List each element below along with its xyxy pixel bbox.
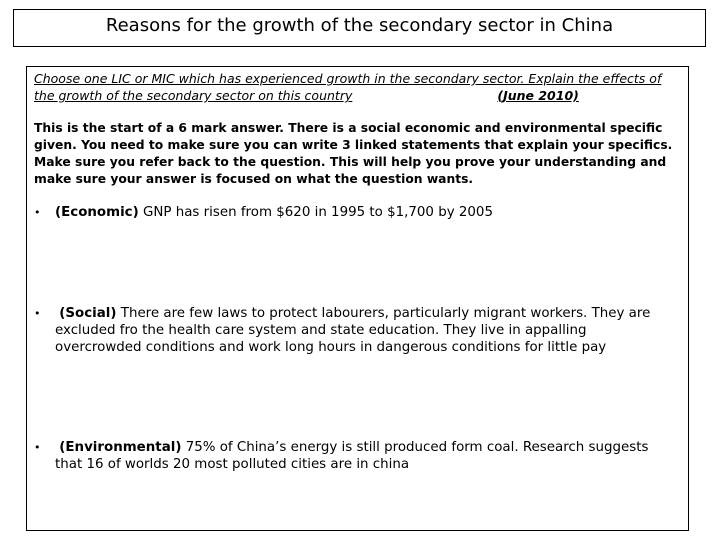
- bullet-heading: (Social): [59, 306, 117, 321]
- bullet-marker: •: [34, 307, 41, 320]
- bullet-body: GNP has risen from $620 in 1995 to $1,700 by 2005: [138, 205, 493, 220]
- slide-title: Reasons for the growth of the secondary sector in China: [105, 15, 614, 36]
- question-text: Choose one LIC or MIC which has experienced growth in the secondary sector. Explain the effects of the growth of the secondary sector on this country: [34, 71, 662, 103]
- bullet-environmental: [34, 439, 674, 473]
- bullet-text: [55, 439, 674, 473]
- bullet-marker: •: [34, 206, 41, 219]
- content-box: [26, 66, 689, 531]
- bullet-social: [34, 305, 674, 356]
- bullet-text: [55, 305, 674, 356]
- bullet-body: 75% of China’s energy is still produced form coal. Research suggests that 16 of worlds 20 most polluted cities are in china: [55, 440, 649, 472]
- question-date: (June 2010): [497, 88, 579, 103]
- bullet-body: There are few laws to protect labourers, particularly migrant workers. They are excluded fro the health care system and state education. They live in appalling overcrowded conditions and work long hours in dangerous conditions for little pay: [55, 306, 651, 355]
- slide-title-box: [13, 9, 706, 47]
- intro-paragraph: This is the start of a 6 mark answer. There is a social economic and environmental specific given. You need to make sure you can write 3 linked statements that explain your specifics. Make sure you refer back to the question. This will help you prove your understanding and make sure your answer is focused on what the question wants.: [34, 121, 673, 186]
- bullet-heading: (Economic): [55, 205, 139, 220]
- bullet-heading: (Environmental): [59, 440, 182, 455]
- bullet-economic: [34, 204, 674, 221]
- bullet-marker: •: [34, 441, 41, 454]
- bullet-text: [55, 204, 674, 221]
- exam-question: [34, 70, 682, 104]
